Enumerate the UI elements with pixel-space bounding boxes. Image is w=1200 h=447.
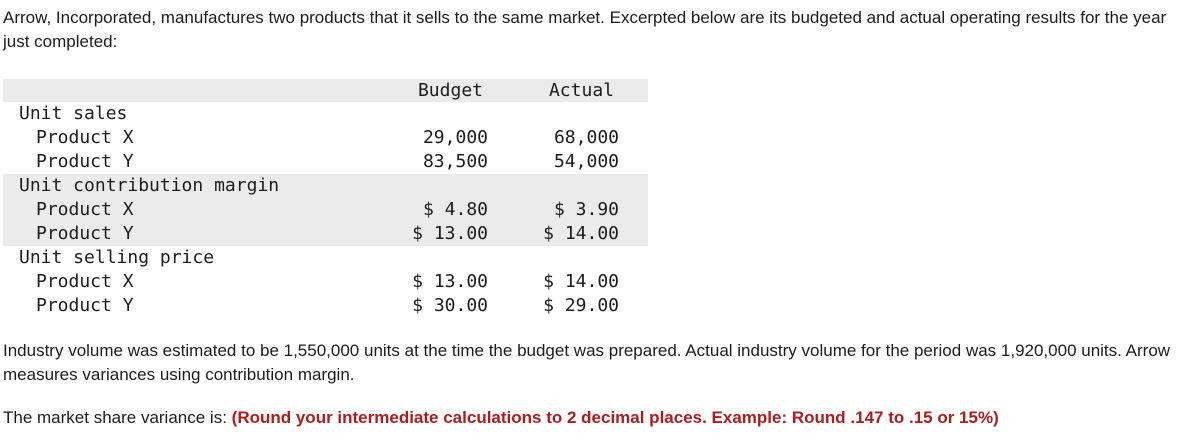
actual-value: $ 14.00 [543,271,619,292]
section-label-unit-price: Unit selling price [19,247,215,268]
row-label: Product Y [36,223,134,244]
table-row [3,198,648,222]
section-label-unit-sales: Unit sales [19,103,128,124]
budget-value: $ 4.80 [422,199,488,220]
results-table [3,79,648,318]
table-row [3,126,648,150]
actual-value: $ 3.90 [553,199,619,220]
header-budget: Budget [417,80,483,101]
budget-value: $ 13.00 [412,271,488,292]
table-row [3,270,648,294]
section-label-unit-cm: Unit contribution margin [19,175,280,196]
intro-paragraph: Arrow, Incorporated, manufactures two products that it sells to the same market. Excerpted below are its budgeted and actual operating results for the year just completed: [3,8,1167,51]
budget-value: $ 30.00 [412,295,488,316]
header-actual: Actual [548,80,614,101]
budget-value: 83,500 [422,151,488,172]
industry-paragraph: Industry volume was estimated to be 1,550,000 units at the time the budget was prepared. Actual industry volume for the period was 1,920,000 units. Arrow measures variances using contribution margin. [3,341,1171,384]
actual-value: 68,000 [553,127,619,148]
row-label: Product X [36,127,134,148]
table-row [3,294,648,318]
actual-value: 54,000 [553,151,619,172]
table-row [3,246,648,270]
actual-value: $ 29.00 [543,295,619,316]
table-row [3,222,648,246]
table-row [3,150,648,174]
row-label: Product Y [36,295,134,316]
actual-value: $ 14.00 [543,223,619,244]
question-paragraph [3,406,1193,430]
rounding-hint: (Round your intermediate calculations to 2 decimal places. Example: Round .147 to .15 or 15%) [231,408,999,427]
table-header-row [3,79,648,102]
row-label: Product X [36,199,134,220]
row-label: Product Y [36,151,134,172]
question-text: The market share variance is: [3,408,232,427]
row-label: Product X [36,271,134,292]
table-row [3,174,648,198]
budget-value: $ 13.00 [412,223,488,244]
budget-value: 29,000 [422,127,488,148]
table-row [3,102,648,126]
